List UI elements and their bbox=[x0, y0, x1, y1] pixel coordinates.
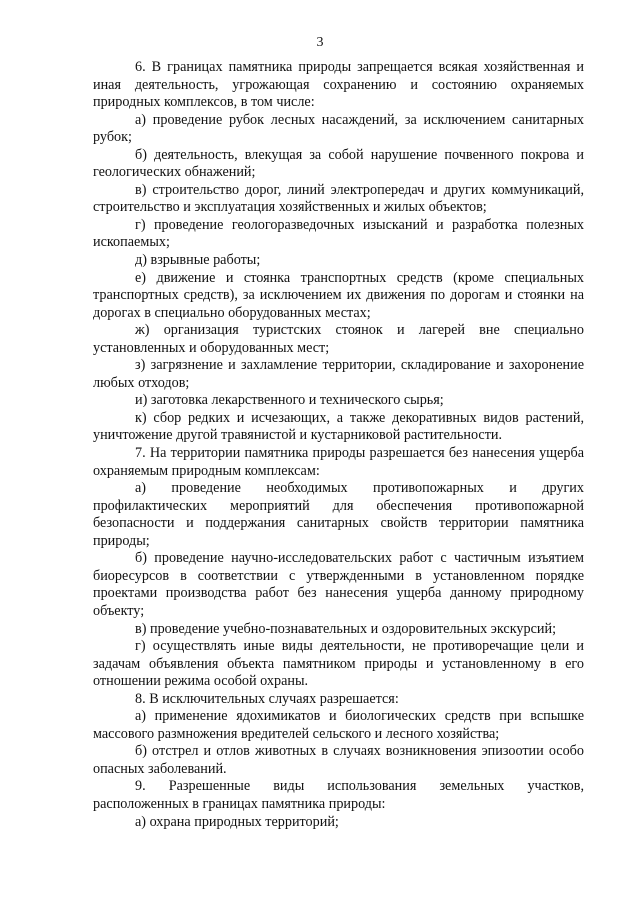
list-item-7b: б) проведение научно-исследовательских работ с частичным изъятием биоресурсов в соответствии с утвержденными в установленном порядке проектами производства работ без нанесения ущерба данному природному объекту; bbox=[93, 550, 584, 619]
page-number: 3 bbox=[316, 35, 324, 50]
document-body bbox=[93, 59, 584, 831]
list-item-7g: г) осуществлять иные виды деятельности, не противоречащие цели и задачам объявления объекта памятником природы и установленному в его отношении режима особой охраны. bbox=[93, 638, 584, 690]
list-item-8b: б) отстрел и отлов животных в случаях возникновения эпизоотии особо опасных заболеваний. bbox=[93, 743, 584, 777]
list-item-8a: а) применение ядохимикатов и биологических средств при вспышке массового размножения вредителей сельского и лесного хозяйства; bbox=[93, 708, 584, 742]
paragraph-9-intro: 9. Разрешенные виды использования земельных участков, расположенных в границах памятника природы: bbox=[93, 778, 584, 812]
paragraph-8-intro: 8. В исключительных случаях разрешается: bbox=[135, 690, 399, 707]
list-item-6v: в) строительство дорог, линий электропередач и других коммуникаций, строительство и эксплуатация хозяйственных и жилых объектов; bbox=[93, 181, 584, 216]
list-item-6z: з) загрязнение и захламление территории, складирование и захоронение любых отходов; bbox=[93, 357, 584, 391]
list-item-6a: а) проведение рубок лесных насаждений, за исключением санитарных рубок; bbox=[93, 111, 584, 146]
paragraph-6-intro: 6. В границах памятника природы запрещается всякая хозяйственная и иная деятельность, угрожающая сохранению и состоянию охраняемых природных комплексов, в том числе: bbox=[93, 59, 584, 111]
list-item-6k: к) сбор редких и исчезающих, а также декоративных видов растений, уничтожение другой травянистой и кустарниковой растительности. bbox=[93, 409, 584, 444]
list-item-9a: а) охрана природных территорий; bbox=[135, 813, 339, 830]
list-item-6e: е) движение и стоянка транспортных средств (кроме специальных транспортных средств), за исключением их движения по дорогам и стоянки на дорогах в специально оборудованных местах; bbox=[93, 269, 584, 321]
list-item-6b: б) деятельность, влекущая за собой нарушение почвенного покрова и геологических обнажений; bbox=[93, 146, 584, 181]
list-item-6zh: ж) организация туристских стоянок и лагерей вне специально установленных и оборудованных мест; bbox=[93, 322, 584, 356]
list-item-6g: г) проведение геологоразведочных изысканий и разработка полезных ископаемых; bbox=[93, 216, 584, 251]
paragraph-7-intro: 7. На территории памятника природы разрешается без нанесения ущерба охраняемым природным комплексам: bbox=[93, 445, 584, 479]
list-item-7v: в) проведение учебно-познавательных и оздоровительных экскурсий; bbox=[135, 620, 557, 637]
list-item-6i: и) заготовка лекарственного и технического сырья; bbox=[135, 392, 444, 409]
list-item-7a: а) проведение необходимых противопожарных и других профилактических мероприятий для обеспечения противопожарной безопасности и поддержания санитарных свойств территории памятника природы; bbox=[93, 480, 584, 549]
list-item-6d: д) взрывные работы; bbox=[135, 252, 261, 269]
